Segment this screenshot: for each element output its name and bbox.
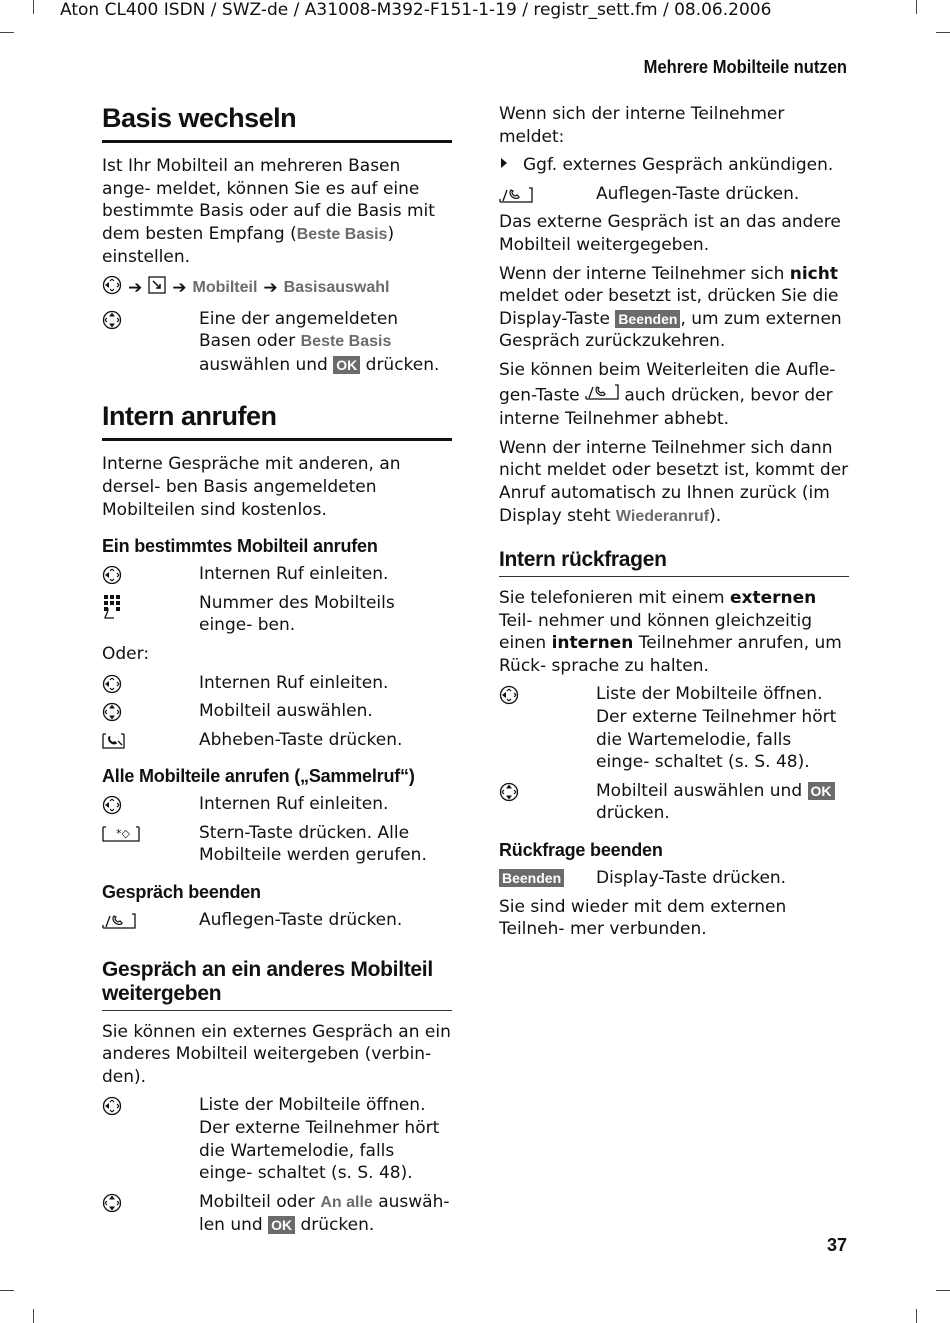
step-row [102,793,452,816]
nicht-text: Wenn der interne Teilnehmer sich nicht meldet oder besetzt ist, drücken Sie die Display-Taste Beenden , um zum externen Gespräch zurückzukehren. [499,263,842,352]
crop-mark [936,32,950,33]
subheading: Gespräch beenden [102,882,261,903]
step-row [102,1191,452,1237]
step-text: Stern-Taste drücken. Alle Mobilteile werden gerufen. [199,822,427,866]
menu-arrow-icon: ➔ [263,277,278,298]
step-text: Mobilteil auswählen und OK drücken. [596,780,849,825]
running-header: Aton CL400 ISDN / SWZ-de / A31008-M392-F151-1-19 / registr_sett.fm / 08.06.2006 [60,0,772,20]
rueck-intro: Sie telefonieren mit einem externen Teil- nehmer und können gleichzeitig einen internen Teilnehmer anrufen, um Rück- sprache zu halten. [499,588,842,676]
ok-key: OK [268,1216,295,1234]
menu-arrow-icon: ➔ [128,277,143,298]
weitergeben-heading: Gespräch an ein anderes Mobilteil weitergeben [102,958,452,1011]
ok-key: OK [333,356,360,374]
subheading: Rückfrage beenden [499,840,663,861]
step-text: Auflegen-Taste drücken. [199,910,403,931]
right-column [499,98,849,947]
step-text: Internen Ruf einleiten. [199,794,389,815]
step-row [102,909,452,932]
step-row [102,563,452,586]
control-key-left-icon [102,275,122,302]
subheading: Alle Mobilteile anrufen („Sammelruf“) [102,766,415,787]
step-row [102,672,452,695]
step-text: Auflegen-Taste drücken. [596,183,800,204]
step-text: Display-Taste drücken. [596,868,787,889]
settings-menu-icon [148,276,166,301]
menu-item-basisauswahl: Basisauswahl [283,278,390,296]
ok-key: OK [808,782,835,800]
control-key-left-icon [102,1094,199,1184]
end-call-key-icon [102,909,199,932]
step-row [102,592,452,637]
beenden-key: Beenden [615,310,680,328]
control-key-left-icon [102,672,199,695]
menu-item-mobilteil: Mobilteil [192,278,258,296]
step-text: Eine der angemeldeten Basen oder Beste Basis auswählen und OK drücken. [199,308,440,375]
menu-arrow-icon: ➔ [172,277,187,298]
crop-mark [936,1290,950,1291]
vorher-text: Sie können beim Weiterleiten die Aufle- gen-Taste auch drücken, bevor der interne Teilnehmer abhebt. [499,359,836,430]
basis-wechseln-heading: Basis wechseln [102,102,452,143]
step-row [102,729,452,752]
page-number: 37 [826,1235,847,1255]
crop-mark [0,32,14,33]
svg-text:*◇: *◇ [116,826,130,840]
meldet-text: Wenn sich der interne Teilnehmer meldet: [499,104,785,147]
step-text: Internen Ruf einleiten. [199,672,389,693]
crop-mark [33,1309,34,1323]
step-row [102,700,452,723]
step-row [102,308,452,377]
step-row [499,867,849,890]
basis-intro: Ist Ihr Mobilteil an mehreren Basen ange- meldet, können Sie es auf eine bestimmte Basis oder auf die Basis mit dem besten Empfang (Beste Basis) einstellen. [102,156,435,268]
beenden-key: Beenden [499,869,564,887]
control-key-left-icon [102,563,199,586]
crop-mark [33,0,34,14]
intern-rueckfragen-heading: Intern rückfragen [499,548,849,577]
step-text: Nummer des Mobilteils einge- ben. [199,592,395,636]
step-row [102,1094,452,1184]
crop-mark [916,0,917,14]
step-text: Internen Ruf einleiten. [199,564,389,585]
step-row [102,822,452,867]
menu-path [102,275,452,302]
crop-mark [916,1309,917,1323]
step-text: Liste der Mobilteile öffnen. Der externe Teilnehmer hört die Wartemelodie, falls einge- schaltet (s. S. 48). [596,684,837,773]
intern-intro: Interne Gespräche mit anderen, an dersel- ben Basis angemeldeten Mobilteilen sind kostenlos. [102,454,401,520]
step-text: Mobilteil oder An alle auswäh- len und OK drücken. [199,1191,450,1236]
oder-label: Oder: [102,643,150,664]
subheading: Ein bestimmtes Mobilteil anrufen [102,536,378,557]
step-row [499,780,849,825]
talk-key-icon [102,729,199,752]
step-text: Abheben-Taste drücken. [199,729,403,750]
rueck-outro: Sie sind wieder mit dem externen Teilneh- mer verbunden. [499,896,787,940]
step-text: Mobilteil auswählen. [199,701,373,722]
keypad-icon [102,592,199,637]
step-row [499,183,849,206]
intern-anrufen-heading: Intern anrufen [102,400,452,441]
crop-mark [0,1290,14,1291]
star-key-icon [102,822,199,867]
bullet-item: Ggf. externes Gespräch ankündigen. [499,154,849,177]
weitergegeben-text: Das externe Gespräch ist an das andere Mobilteil weitergegeben. [499,212,841,255]
step-row [499,683,849,773]
step-text: Liste der Mobilteile öffnen. Der externe Teilnehmer hört die Wartemelodie, falls einge- schaltet (s. S. 48). [199,1095,440,1184]
dann-text: Wenn der interne Teilnehmer sich dann nicht meldet oder besetzt ist, kommt der Anruf automatisch zu Ihnen zurück (im Display steht Wiederanruf). [499,437,849,526]
control-key-left-icon [102,793,199,816]
control-key-left-icon [499,683,596,773]
control-key-updown-icon [102,700,199,723]
control-key-updown-icon [102,1191,199,1237]
left-column [102,98,452,1243]
control-key-updown-icon [102,308,199,377]
weiter-intro: Sie können ein externes Gespräch an ein anderes Mobilteil weitergeben (verbin- den). [102,1021,451,1087]
control-key-updown-icon [499,780,596,825]
end-call-key-icon [499,183,596,206]
end-call-key-icon [585,382,619,409]
triangle-bullet-icon [499,154,523,177]
section-label: Mehrere Mobilteile nutzen [643,57,847,77]
